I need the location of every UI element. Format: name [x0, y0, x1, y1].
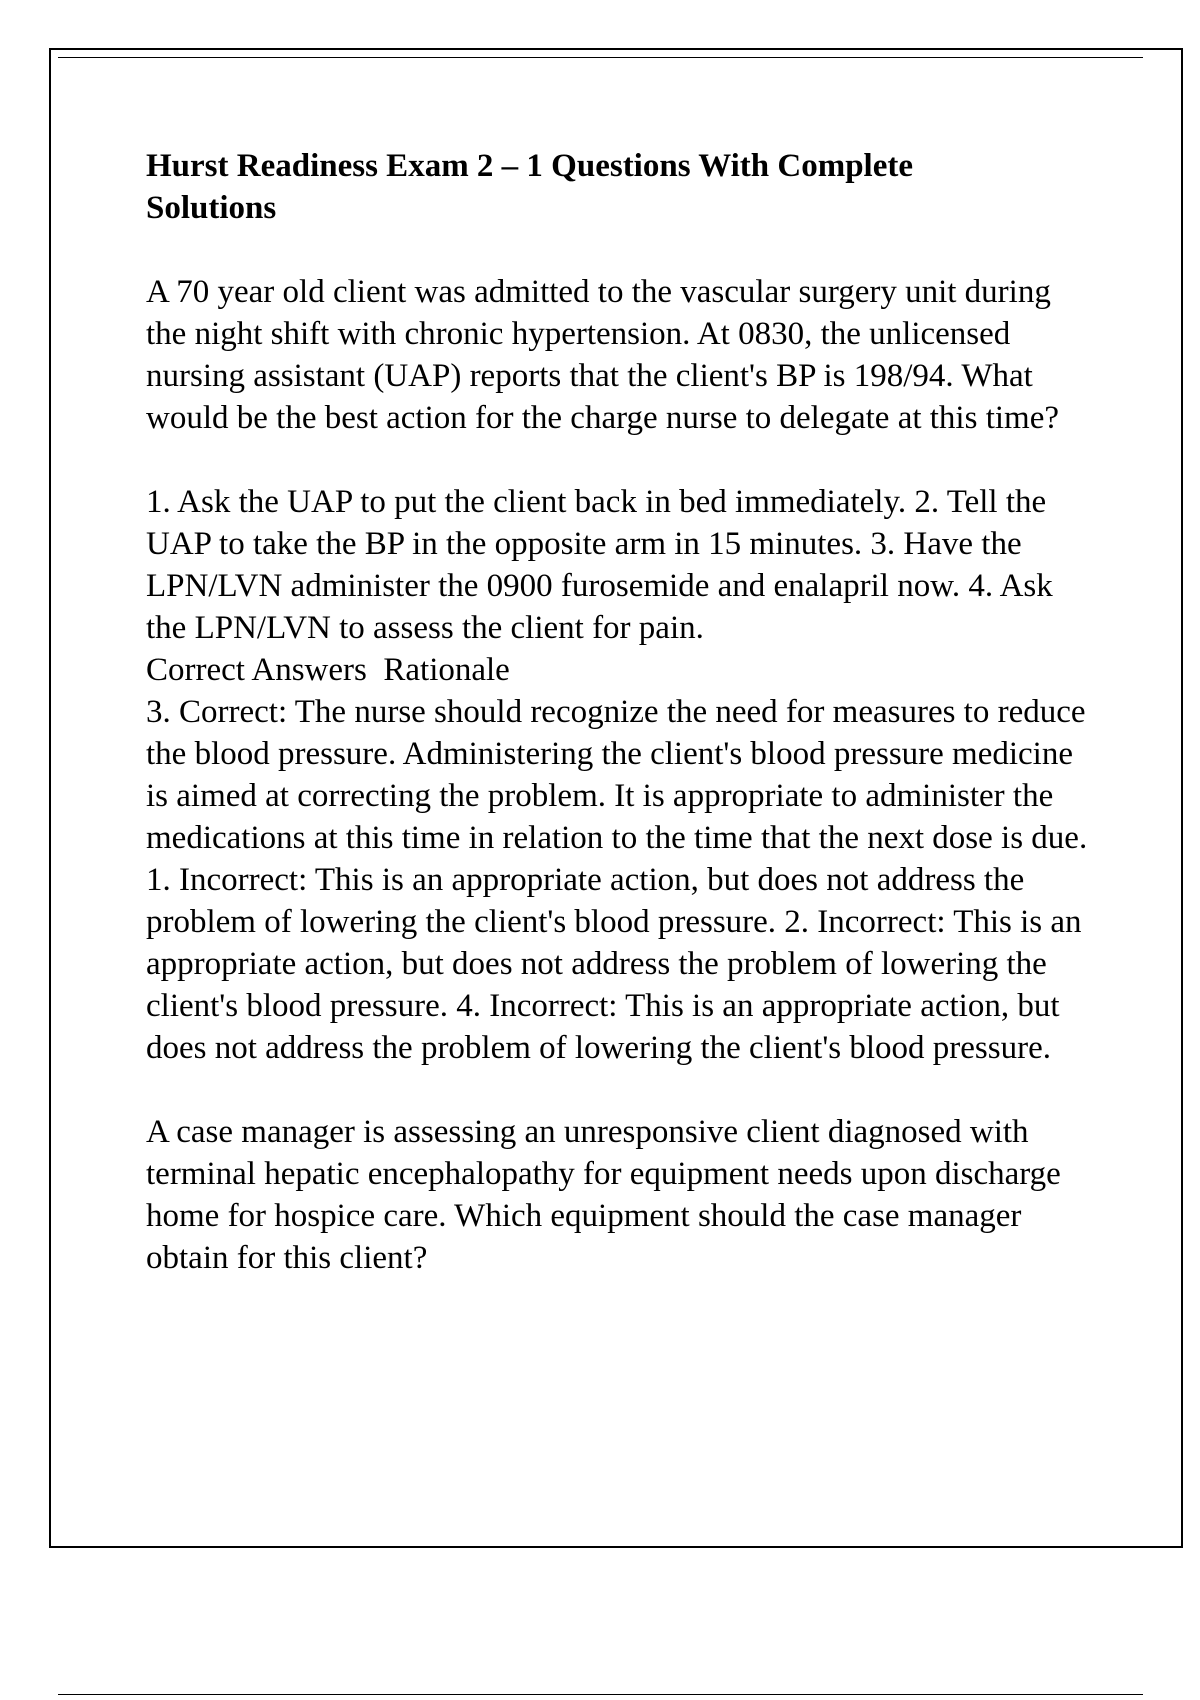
question-1-options: 1. Ask the UAP to put the client back in bed immediately. 2. Tell the UAP to take the BP in the opposite arm in 15 minutes. 3. Have the LPN/LVN administer the 0900 furosemide and enalapril now. 4. Ask the LPN/LVN to assess the client for pain. [146, 484, 1053, 646]
document-body [146, 145, 1096, 1279]
question-1-answer-block [146, 481, 1096, 1069]
document-title: Hurst Readiness Exam 2 – 1 Questions With Complete Solutions [146, 148, 913, 226]
question-1-rationale: 3. Correct: The nurse should recognize the need for measures to reduce the blood pressure. Administering the client's blood pressure medicine is aimed at correcting the problem. It is appropriate to administer the medications at this time in relation to the time that the next dose is due. 1. Incorrect: This is an appropriate action, but does not address the problem of lowering the client's blood pressure. 2. Incorrect: This is an appropriate action, but does not address the problem of lowering the client's blood pressure. 4. Incorrect: This is an appropriate action, but does not address the problem of lowering the client's blood pressure. [146, 694, 1088, 1066]
question-1-text: A 70 year old client was admitted to the vascular surgery unit during the night shift with chronic hypertension. At 0830, the unlicensed nursing assistant (UAP) reports that the client's BP is 198/94. What would be the best action for the charge nurse to delegate at this time? [146, 274, 1059, 436]
question-2-text: A case manager is assessing an unresponsive client diagnosed with terminal hepatic encephalopathy for equipment needs upon discharge home for hospice care. Which equipment should the case manager obtain for this client? [146, 1114, 1061, 1276]
answer-rationale-label: Correct Answers Rationale [146, 652, 510, 688]
footer-rule [58, 1694, 1143, 1695]
